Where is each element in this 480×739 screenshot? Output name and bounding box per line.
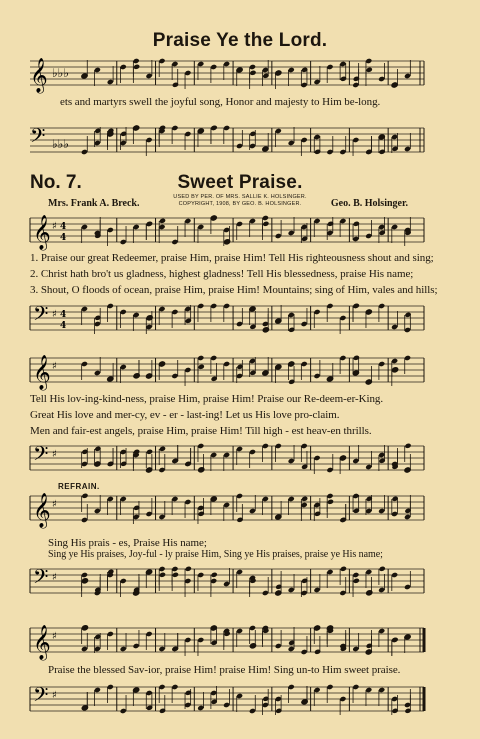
note-head	[159, 218, 166, 224]
verse-2-line-2: Great His love and mer-cy, ev - er - last-ing! Let us His love pro-claim.	[30, 409, 340, 421]
system4-bass-staff	[0, 681, 480, 721]
note-head	[211, 125, 218, 131]
svg-text:♯: ♯	[52, 690, 57, 701]
system4-treble-staff	[0, 622, 480, 662]
system2-treble-staff	[0, 352, 480, 392]
hymn-title: Sweet Praise.	[177, 172, 303, 193]
svg-text:♯: ♯	[52, 572, 57, 583]
svg-text:𝄢: 𝄢	[33, 442, 49, 470]
verse-3-line-1: 3. Shout, O floods of ocean, praise Him, praise Him! Mountains; sing of Him, vales and hills;	[30, 284, 438, 296]
note-head	[172, 572, 179, 578]
svg-text:♯: ♯	[52, 221, 57, 232]
note-head	[353, 578, 360, 584]
time-sig-bottom: 4	[60, 233, 67, 243]
svg-text:𝄞: 𝄞	[33, 215, 51, 250]
system4-bass-notes	[81, 684, 412, 715]
note-head	[262, 221, 269, 227]
note-head	[81, 578, 88, 584]
svg-text:𝄢: 𝄢	[33, 565, 49, 593]
refrain-lyric-1: Sing His prais - es, Praise His name;	[48, 537, 207, 549]
verse-1-line-2: Tell His lov-ing-kind-ness, praise Him, praise Him! Praise our Re-deem-er-King.	[30, 393, 384, 405]
note-head	[81, 625, 88, 631]
svg-text:♭♭♭: ♭♭♭	[52, 137, 69, 151]
note-head	[340, 566, 347, 572]
verse-1-line-1: 1. Praise our great Redeemer, praise Him, praise Him! Tell His righteousness shout and sing;	[30, 252, 434, 264]
svg-text:4: 4	[60, 321, 67, 331]
system2-bass-staff	[0, 440, 480, 480]
note-head	[392, 637, 399, 643]
note-head	[301, 496, 308, 502]
note-head	[379, 566, 386, 572]
system3-treble-staff	[0, 490, 480, 530]
svg-text:𝄢: 𝄢	[33, 683, 49, 711]
svg-text:4: 4	[60, 310, 67, 320]
prev-hymn-lyric: ets and martyrs swell the joyful song, Honor and majesty to Him be-long.	[60, 96, 381, 108]
final-lyric: Praise the blessed Sav-ior, praise Him! praise Him! Sing un-to Him sweet praise.	[48, 664, 401, 676]
prev-bass-staff	[0, 122, 480, 162]
prev-hymn-title: Praise Ye the Lord.	[152, 30, 328, 51]
refrain-lyric-2: Sing ye His praises, Joy-ful - ly praise Him, Sing ye His praises, praise ye His name;	[48, 549, 383, 560]
note-head	[81, 493, 88, 499]
copyright-notice	[160, 194, 320, 208]
refrain-label: REFRAIN.	[58, 482, 100, 491]
svg-text:𝄢: 𝄢	[30, 124, 46, 152]
svg-text:♯: ♯	[52, 361, 57, 372]
svg-text:♯: ♯	[52, 309, 57, 320]
note-head	[353, 303, 360, 309]
note-head	[249, 70, 256, 76]
copyright-line-2: COPYRIGHT, 1908, BY GEO. B. HOLSINGER.	[178, 201, 302, 207]
copyright-line-1: USED BY PER. OF MRS. SALLIE K. HOLSINGER.	[173, 194, 307, 200]
svg-text:𝄞: 𝄞	[33, 355, 51, 390]
verse-2-line-1: 2. Christ hath bro't us gladness, highest gladness! Tell His blessedness, praise His name;	[30, 268, 414, 280]
words-author: Mrs. Frank A. Breck.	[48, 198, 140, 209]
system1-bass-staff	[0, 300, 480, 340]
prev-treble-notes	[81, 58, 411, 89]
svg-text:𝄢: 𝄢	[33, 302, 49, 330]
svg-text:𝄞: 𝄞	[33, 493, 51, 528]
note-head	[146, 221, 153, 227]
svg-text:𝄞: 𝄞	[30, 58, 48, 93]
time-sig-top: 4	[60, 222, 67, 232]
note-head	[133, 64, 140, 70]
prev-treble-staff	[0, 55, 480, 95]
svg-text:♯: ♯	[52, 499, 57, 510]
note-head	[392, 367, 399, 373]
svg-text:♭♭♭: ♭♭♭	[52, 66, 69, 80]
verse-3-line-2: Men and fair-est angels, praise Him, praise Him! Till high - est heav-en thrills.	[30, 425, 372, 437]
note-head	[198, 364, 205, 370]
note-head	[159, 572, 166, 578]
svg-text:♯: ♯	[52, 449, 57, 460]
system1-treble-notes	[81, 215, 412, 246]
svg-text:♯: ♯	[52, 631, 57, 642]
note-head	[146, 449, 153, 455]
music-author: Geo. B. Holsinger.	[330, 198, 408, 209]
note-head	[404, 443, 411, 449]
note-head	[185, 566, 192, 572]
note-head	[366, 67, 373, 73]
note-head	[211, 572, 218, 578]
hymn-number: No. 7.	[30, 172, 82, 193]
svg-text:𝄞: 𝄞	[33, 625, 51, 660]
system3-bass-staff	[0, 563, 480, 603]
note-head	[159, 446, 166, 452]
system1-treble-staff	[0, 212, 480, 252]
note-head	[327, 499, 334, 505]
